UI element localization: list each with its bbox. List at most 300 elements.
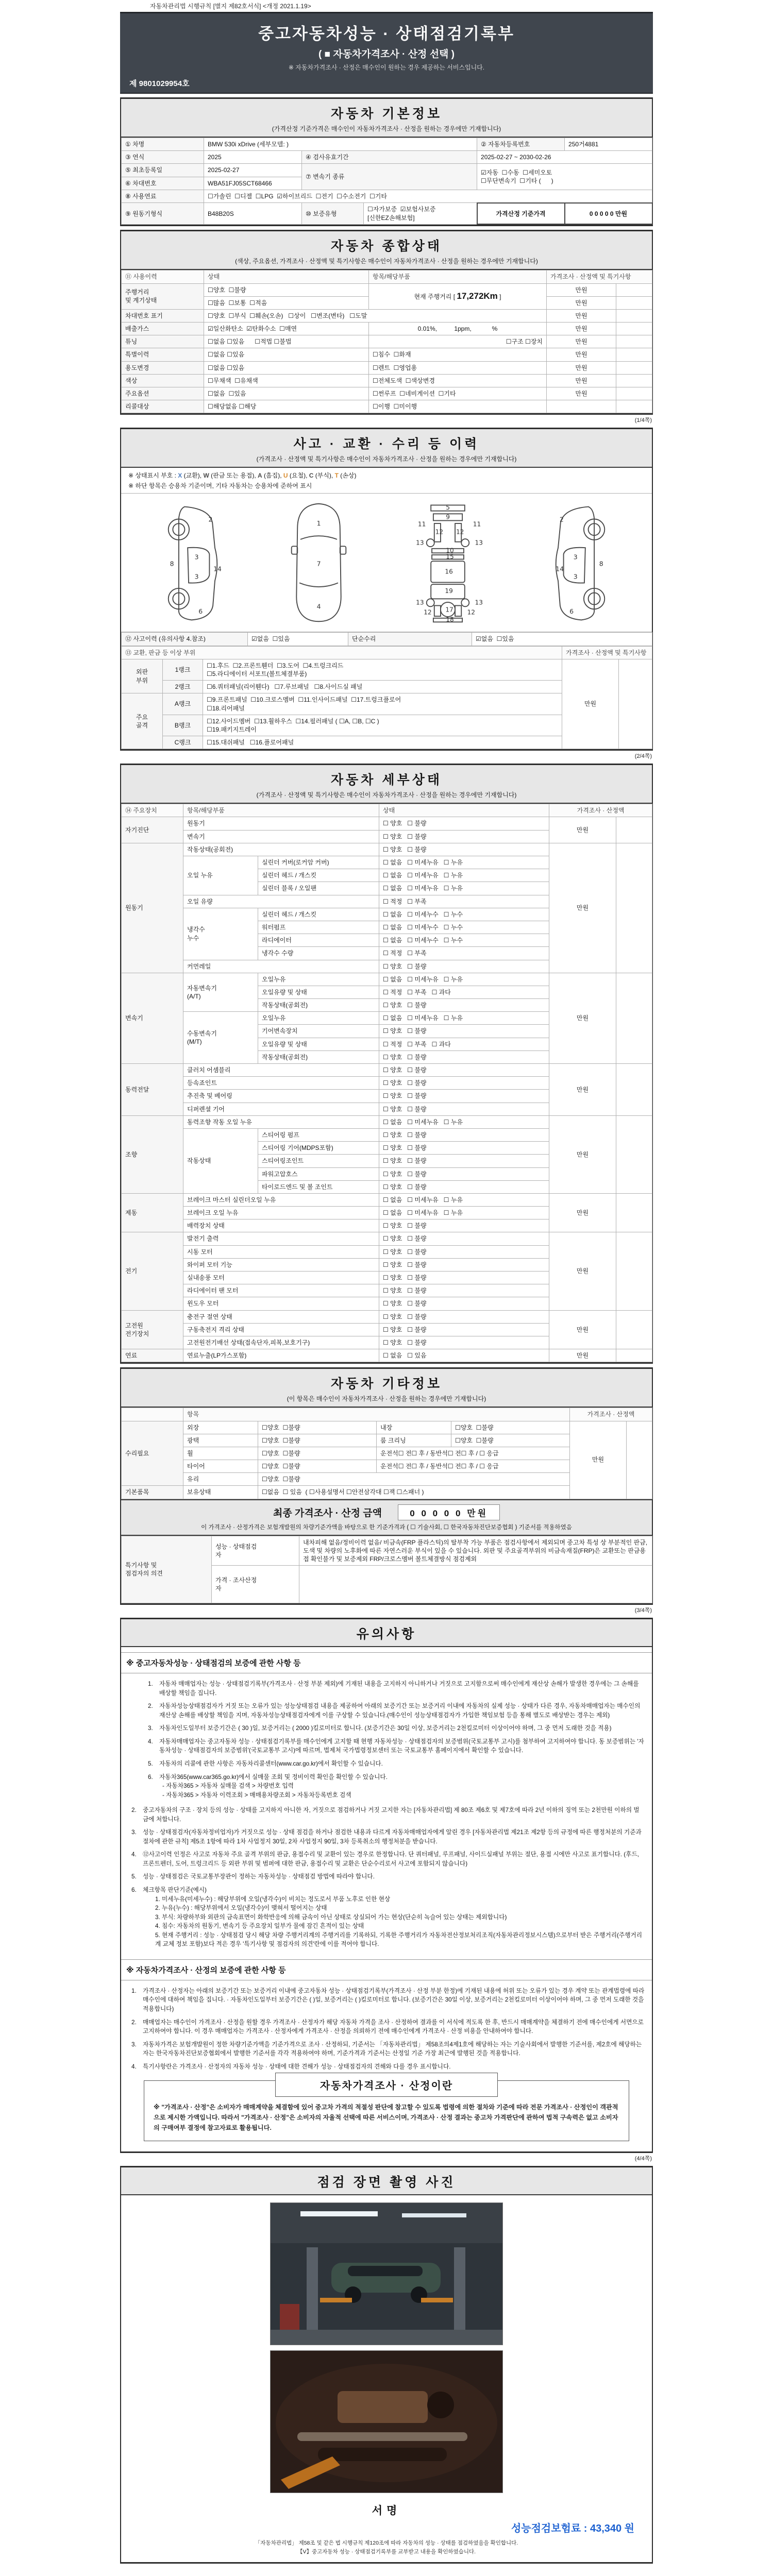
state[interactable]: ☐ 적정 ☐ 부족 ☐ 과다 (379, 986, 549, 998)
recall-done[interactable]: ☐이행 ☐미이행 (369, 400, 547, 413)
price-cell: 만원 (547, 374, 616, 387)
final-price-band (121, 1499, 652, 1536)
state[interactable]: ☐ 양호 ☐ 불량 (379, 843, 549, 856)
row-usage-change: 용도변경 (122, 361, 204, 374)
value-transmission-checkboxes[interactable]: ☑자동 ☐수동 ☐세미오토 ☐무단변속기 ☐기타 ( ) (477, 164, 652, 190)
appraiser-remarks (299, 1566, 652, 1603)
svg-text:6: 6 (198, 607, 203, 616)
item-exterior: 외장 (183, 1421, 258, 1434)
notice-item (131, 1872, 645, 1882)
inspection-photo-lift (270, 2202, 503, 2345)
state[interactable]: ☐ 양호 ☐ 불량 (379, 1336, 549, 1349)
svg-text:8: 8 (599, 560, 604, 568)
price-cell: 만원 (547, 296, 616, 309)
row-special-history: 특별이력 (122, 348, 204, 361)
item: 오일유량 및 상태 (258, 1038, 379, 1050)
row-emission: 배출가스 (122, 323, 204, 335)
legend-code-C: C (309, 472, 314, 480)
current-mileage: 현재 주행거리 [ 17,272Km ] (369, 283, 547, 309)
holding-state[interactable]: ☐없음 ☐ 있음 ( ☐사용설명서 ☐안전삼각대 ☐잭 ☐스패너 ) (258, 1486, 570, 1499)
color-change[interactable]: ☐전체도색 ☐색상변경 (369, 374, 547, 387)
special-history-state[interactable]: ☐없음 ☐있음 (204, 348, 369, 361)
item: 냉각수 수량 (258, 947, 379, 960)
section-accident-history (120, 428, 653, 751)
note-cell (616, 374, 652, 387)
item: 파워고압호스 (258, 1167, 379, 1180)
state[interactable]: ☐양호 ☐불량 (258, 1421, 377, 1434)
group-high-voltage: 고전원 전기장치 (122, 1310, 183, 1349)
notice-item-text: 자동차인도일부터 보증기간은 ( 30 )일, 보증거리는 ( 2000 )킬로미터로 합니다. (보증기간은 30일 이상, 보증거리는 2천킬로미터 이상이어야 하며, 그 중 먼저 도래한 것을 적용) (159, 1725, 612, 1732)
state[interactable]: ☐ 없음 ☐ 미세누유 ☐ 누유 (379, 1115, 549, 1128)
value-reg-no: 250거4881 (565, 138, 652, 151)
svg-text:3: 3 (194, 573, 199, 581)
item: 타이로드엔드 및 볼 조인트 (258, 1180, 379, 1193)
label-base-price: 가격산정 기준가격 (477, 203, 565, 224)
state[interactable]: ☐ 양호 ☐ 불량 (379, 1077, 549, 1090)
notice-item-text: 매매업자는 매수인이 가격조사 · 산정을 원할 경우 가격조사 · 산정자가 해당 자동차 가격을 조사 · 산정하여 결과를 이 서식에 적도록 한 후, 반드시 매매계약을 체결하기 전에 매수인에게 서면으로 고지하여야 합니다. 이 경우 매매업자는 가격조사 · 산정자에게 가격조사 · 산정을 의뢰하기 전에 매수인에게 가격조사 · 산정 비용을 안내하여야 합니다. (143, 2019, 644, 2035)
svg-text:8: 8 (170, 560, 174, 568)
col-main-device: ⑭ 주요장치 (122, 804, 183, 817)
emission-state[interactable]: ☑일산화탄소 ☑탄화수소 ☐매연 (204, 323, 369, 335)
mileage-amount[interactable]: ☐많음 ☐보통 ☐적음 (204, 296, 369, 309)
sub-mt: 수동변속기 (M/T) (183, 1012, 258, 1064)
signature-label[interactable]: 서명 (372, 2504, 401, 2517)
notice-item-number: 2. (148, 1703, 153, 1710)
car-top-diagram (287, 501, 351, 624)
color-state[interactable]: ☐무채색 ☐유채색 (204, 374, 369, 387)
accident-history-row (121, 632, 652, 646)
rank1-parts[interactable]: ☐1.후드 ☐2.프론트휀더 ☐3.도어 ☐4.트렁크리드 ☐5.라디에이터 서포트(볼트체결부품) (203, 659, 562, 680)
state[interactable]: ☐ 양호 ☐ 불량 (379, 1090, 549, 1103)
notice-group-2 (128, 1806, 645, 1949)
section-notice (120, 1618, 653, 2153)
state[interactable]: ☐ 양호 ☐ 불량 (379, 1272, 549, 1284)
notice-subitem: 5. 현재 주행거리 : 성능 · 상태점검 당시 해당 차량 주행거리계의 주행거리를 기록하되, 기록한 주행거리가 자동차전산정보처리조직(자동차관리정보시스템)으로부터 받은 주행거리(주행거리계 교체 정보 포함)보다 적은 경우 '특기사항 및 점검자의 의견'란에 이를 적어야 합니다. (155, 1931, 643, 1948)
etc-title: 자동차 기타정보 (331, 1377, 442, 1392)
svg-text:13: 13 (475, 599, 483, 606)
overall-note: (색상, 주요옵션, 가격조사 · 산정액 및 특기사항은 매수인이 자동차가격조사 · 산정을 원하는 경우에만 기재합니다) (235, 258, 538, 265)
price-cell: 만원 (549, 1193, 616, 1232)
document-header (120, 12, 653, 94)
col-price-notes: 가격조사 · 산정액 및 특기사항 (547, 270, 652, 283)
label-warranty-type: ⑩ 보증유형 (302, 203, 364, 224)
value-vin: WBA51FJ05SCT68466 (204, 177, 302, 190)
notice-item-text: 자동차 매매업자는 성능 · 상태점검기록부(가격조사 · 산정 부분 제외)에 기재된 내용을 고지하지 아니하거나 거짓으로 고지함으로써 매수인에게 재산상 손해가 발생한 경우에는 그 손해를 배상할 책임을 집니다. (159, 1681, 639, 1697)
etc-band (121, 1369, 652, 1408)
state[interactable]: ☐ 양호 ☐ 불량 (379, 1284, 549, 1297)
notice-item-number: 1. (148, 1681, 153, 1688)
price-cell: 만원 (549, 973, 616, 1063)
value-warranty-checkboxes[interactable]: ☐자가보증 ☑보험사보증 [신한EZ손해보험] (364, 203, 477, 224)
accident-history-state[interactable]: ☑없음 ☐있음 (248, 633, 348, 646)
footer-note-2: 【V】중고자동차 성능 · 상태점검기록부를 교부받고 내용을 확인하였습니다. (297, 2549, 476, 2555)
row-tuning: 튜닝 (122, 335, 204, 348)
svg-text:10: 10 (446, 547, 454, 554)
price-cell: 만원 (570, 1421, 627, 1499)
final-price-amount: 0 0 0 0 0 만원 (398, 1504, 500, 1520)
item: 오일누유 (258, 1012, 379, 1025)
rankb-parts[interactable]: ☐12.사이드멤버 ☐13.휠하우스 ☐14.필러패널 ( ☐A, ☐B, ☐C ) ☐19.패키지트레이 (203, 715, 562, 736)
simple-repair-state[interactable]: ☑없음 ☐있음 (472, 633, 652, 646)
col-blank (122, 1408, 183, 1421)
notice-item (131, 1850, 645, 1868)
svg-text:16: 16 (445, 568, 453, 575)
col-price: 가격조사 · 산정액 (549, 804, 652, 817)
notice-item-text: 중고자동차의 구조 · 장치 등의 성능 · 상태를 고지하지 아니한 자, 거짓으로 점검하거나 거짓 고지한 자는 [자동차관리법] 제 80조 제6호 및 제7호에 따라 2년 이하의 징역 또는 2천만원 이하의 벌금에 처합니다. (143, 1807, 640, 1823)
notice-item-number: 3. (131, 2041, 137, 2048)
note-cell (616, 283, 652, 296)
svg-text:1: 1 (316, 519, 321, 528)
notice-item-number: 2. (131, 2019, 137, 2026)
rankc-parts[interactable]: ☐15.대쉬패널 ☐16.플로어패널 (203, 736, 562, 749)
item: 연료누출(LP가스포함) (183, 1349, 379, 1362)
state[interactable]: ☐ 없음 ☐ 미세누유 ☐ 누유 (379, 882, 549, 895)
options-kind[interactable]: ☐썬루프 ☐네비게이션 ☐기타 (369, 387, 547, 400)
price-cell: 만원 (549, 1115, 616, 1193)
state[interactable]: ☐ 양호 ☐ 불량 (379, 1050, 549, 1063)
note-cell (616, 1064, 652, 1116)
page-marker-2: (2/4쪽) (634, 753, 652, 760)
state[interactable]: ☐ 없음 ☐ 미세누수 ☐ 누수 (379, 921, 549, 934)
footer-notes (121, 2539, 652, 2563)
state[interactable]: ☐ 적정 ☐ 부족 ☐ 과다 (379, 1038, 549, 1050)
note-cell (616, 361, 652, 374)
item: 기어변속장치 (258, 1025, 379, 1038)
state[interactable]: ☐ 양호 ☐ 불량 (379, 1025, 549, 1038)
item: 원동기 (183, 817, 379, 830)
legend-code-T: T (334, 472, 339, 480)
label-first-reg: ⑤ 최초등록일 (122, 164, 204, 177)
rank-1: 1랭크 (163, 659, 203, 680)
note-cell (616, 1193, 652, 1232)
group-outer-panel: 외판 부위 (122, 659, 163, 693)
row-color: 색상 (122, 374, 204, 387)
item: 브레이크 마스터 실린더오일 누유 (183, 1193, 379, 1206)
item: 와이퍼 모터 기능 (183, 1258, 379, 1271)
rank-b: B랭크 (163, 715, 203, 736)
legend-code-U: U (283, 472, 288, 480)
item: 추진축 및 베어링 (183, 1090, 379, 1103)
state[interactable]: ☐ 양호 ☐ 불량 (379, 1167, 549, 1180)
label-inspection-period: ④ 검사유효기간 (302, 151, 477, 164)
item-tire: 타이어 (183, 1460, 258, 1473)
state[interactable]: ☐ 양호 ☐ 불량 (379, 1103, 549, 1115)
item: 커먼레일 (183, 960, 379, 973)
notice-item-number: 2. (131, 1807, 137, 1814)
item: 워터펌프 (258, 921, 379, 934)
item: 작동상태(공회전) (258, 1050, 379, 1063)
accident-band (121, 429, 652, 468)
inspector-remarks: 내차피해 없음/정비이력 없음/ 비금속(FRP 플라스틱)의 탈부착 가능 부품은 점검사항에서 제외되며 중고차 특성 상 부분적인 판금,도색 및 차량의 노후화에 따른 자연스러운 부식이 있을 수 있습니다. 외판 및 주요골격부위의 비금속재질(FRP)은 교환또는 판금용접 확인불가 및 보증제외 FRP/크로스멤버 볼트체결방식 점검제외 (299, 1536, 652, 1566)
value-inspection-period: 2025-02-27 ~ 2030-02-26 (477, 151, 652, 164)
item: 실린더 헤드 / 개스킷 (258, 908, 379, 921)
state[interactable]: ☐ 양호 ☐ 불량 (379, 1128, 549, 1141)
tuning-kind[interactable]: ☐구조 ☐장치 (369, 335, 547, 348)
group-repair-needed: 수리필요 (122, 1421, 183, 1486)
price-estimation-box-text: ※ "가격조사 · 산정"은 소비자가 매매계약을 체결함에 있어 중고차 가격의 적절성 판단에 참고할 수 있도록 법령에 의한 절차와 기준에 따라 전문 가격조사 · 산정인이 객관적으로 제시한 가액입니다. 따라서 "가격조사 · 산정"은 소비자의 자율적 선택에 따른 서비스이며, 가격조사 · 산정 결과는 중고차 가격판단에 관하여 법적 구속력은 없고 소비자의 구매여부 결정에 참고자료로 활용됩니다. (154, 2104, 618, 2132)
item: 동력조향 작동 오일 누유 (183, 1115, 379, 1128)
options-state[interactable]: ☐없음 ☐있음 (204, 387, 369, 400)
section-etc-info (120, 1367, 653, 1605)
svg-text:2: 2 (208, 515, 213, 523)
state[interactable]: ☐ 없음 ☐ 미세누유 ☐ 누유 (379, 869, 549, 882)
overall-title: 자동차 종합상태 (331, 239, 442, 254)
notice-item-number: 4. (131, 2063, 137, 2070)
state[interactable]: ☐ 없음 ☐ 미세누유 ☐ 누유 (379, 1012, 549, 1025)
note-cell (619, 659, 652, 749)
page (0, 2, 773, 2576)
label-vin: ⑥ 차대번호 (122, 177, 204, 190)
state[interactable]: ☐ 양호 ☐ 불량 (379, 960, 549, 973)
row-options: 주요옵션 (122, 387, 204, 400)
state[interactable]: ☐ 없음 ☐ 미세누유 ☐ 누유 (379, 973, 549, 986)
basic-info-note: (가격산정 기준가격은 매수인이 자동차가격조사 · 산정을 원하는 경우에만 기재합니다) (272, 125, 501, 132)
photos-title: 점검 장면 촬영 사진 (317, 2175, 456, 2190)
note-cell (616, 1232, 652, 1310)
page-marker-4: (4/4쪽) (634, 2155, 652, 2162)
row-recall: 리콜대상 (122, 400, 204, 413)
item-holding: 보유상태 (183, 1486, 258, 1499)
state[interactable]: ☐ 양호 ☐ 불량 (379, 1064, 549, 1077)
section-detail-state (120, 764, 653, 1364)
notice-item (131, 1886, 645, 1895)
notice-item-text: 체크항목 판단기준(예시) (143, 1887, 207, 1894)
notice-item-number: 6. (131, 1887, 137, 1894)
state[interactable]: ☐ 적정 ☐ 부족 (379, 947, 549, 960)
price-cell: 만원 (549, 843, 616, 973)
label-fuel: ⑧ 사용연료 (122, 190, 204, 203)
repair-parts-table (121, 646, 652, 750)
detail-band (121, 765, 652, 804)
notice-item (131, 2040, 645, 2058)
state[interactable]: ☐ 양호 ☐ 불량 (379, 1245, 549, 1258)
note-cell (616, 309, 652, 322)
notice-item (148, 1773, 645, 1782)
item: 변속기 (183, 830, 379, 843)
item: 오일유량 및 상태 (258, 986, 379, 998)
item: 등속죠인트 (183, 1077, 379, 1090)
price-cell: 만원 (549, 1349, 616, 1362)
note-cell (616, 348, 652, 361)
wheel-positions[interactable]: 운전석☐ 전☐ 후 / 동반석☐ 전☐ 후 / ☐ 응급 (377, 1447, 570, 1460)
notice-item (148, 1759, 645, 1769)
state-code-legend: ※ 상태표시 부호 : X (교환), W (판금 또는 용접), A (흠집), U (요철), C (부식), T (손상) (128, 472, 357, 480)
state[interactable]: ☐ 없음 ☐ 미세누유 ☐ 누유 (379, 856, 549, 869)
car-bottom-diagram (409, 501, 486, 624)
notice-subitem: 2. 누유(누수) : 해당부위에서 오일(냉각수)이 맺혀서 떨어지는 상태 (155, 1905, 327, 1912)
notice-item-text: 자동차365(www.car365.go.kr)에서 실매물 조회 및 정비이력 확인을 확인할 수 있습니다. (159, 1773, 388, 1781)
svg-text:9: 9 (446, 514, 450, 521)
group-transmission: 변속기 (122, 973, 183, 1063)
state[interactable]: ☐ 양호 ☐ 불량 (379, 830, 549, 843)
state[interactable]: ☐ 없음 ☐ 미세누유 ☐ 누유 (379, 1193, 549, 1206)
rank-a: A랭크 (163, 693, 203, 715)
mileage-state[interactable]: ☐양호 ☐불량 (204, 283, 369, 296)
photos-band (121, 2167, 652, 2195)
item: 고전원전기배선 상태(접속단자,피복,보호기구) (183, 1336, 379, 1349)
note-cell (616, 1349, 652, 1362)
legend-note: ※ 하단 항목은 승용차 기준이며, 기타 자동차는 승용차에 준하여 표시 (121, 481, 652, 494)
state[interactable]: ☐양호 ☐불량 (451, 1434, 570, 1447)
price-cell: 만원 (549, 1232, 616, 1310)
row-vin-mark: 차대번호 표기 (122, 309, 204, 322)
etc-note: (이 항목은 매수인이 자동차가격조사 · 산정을 원하는 경우에만 기재합니다) (287, 1395, 486, 1403)
notice-item-text: 특기사항란은 가격조사 · 산정자의 자동차 성능 · 상태에 대한 견해가 성능 · 상태점검자의 견해와 다를 경우 표시합니다. (143, 2063, 451, 2070)
notice-item-text: 성능 · 상태점검은 국토교통부장관이 정하는 자동차성능 · 상태점검 방법에 따라야 합니다. (143, 1873, 375, 1880)
state[interactable]: ☐양호 ☐불량 (258, 1460, 377, 1473)
recall-state[interactable]: ☐해당없음 ☐해당 (204, 400, 369, 413)
item: 배력장치 상태 (183, 1219, 379, 1232)
item: 실린더 커버(로커암 커버) (258, 856, 379, 869)
label-transmission: ⑦ 변속기 종류 (302, 164, 477, 190)
page-marker-1: (1/4쪽) (634, 417, 652, 424)
document-title: 중고자동차성능 · 상태점검기록부 (258, 25, 515, 43)
col-item: 항목/해당부품 (369, 270, 547, 283)
simple-repair-label: 단순수리 (348, 633, 472, 646)
notice-item (131, 2018, 645, 2036)
price-cell: 만원 (549, 1310, 616, 1349)
price-cell: 만원 (547, 361, 616, 374)
item: 라디에이터 (258, 934, 379, 947)
car-side-right-diagram (545, 501, 609, 624)
footer-note-1: 「자동차관리법」 제58조 및 같은 법 시행규칙 제120조에 따라 자동차의 성능 · 상태를 점검하였음을 확인합니다. (255, 2539, 518, 2546)
state[interactable]: ☐양호 ☐불량 (451, 1421, 570, 1434)
rank-c: C랭크 (163, 736, 203, 749)
state[interactable]: ☐ 양호 ☐ 불량 (379, 1180, 549, 1193)
state[interactable]: ☐ 양호 ☐ 불량 (379, 999, 549, 1012)
basic-info-title: 자동차 기본정보 (331, 107, 442, 121)
item: 브레이크 오일 누유 (183, 1207, 379, 1219)
legend-code-A: A (258, 472, 262, 480)
note-cell (616, 387, 652, 400)
state[interactable]: ☐ 양호 ☐ 불량 (379, 1155, 549, 1167)
special-history-kind[interactable]: ☐침수 ☐화재 (369, 348, 547, 361)
svg-text:2: 2 (560, 515, 564, 523)
price-cell: 만원 (547, 335, 616, 348)
group-basic-items: 기본품목 (122, 1486, 183, 1499)
item: 실린더 블록 / 오일팬 (258, 882, 379, 895)
item: 스티어링 펌프 (258, 1128, 379, 1141)
car-side-left-diagram (164, 501, 228, 624)
state[interactable]: ☐ 없음 ☐ 미세누수 ☐ 누수 (379, 934, 549, 947)
notice-content (121, 1647, 652, 2151)
vin-mark-state[interactable]: ☐양호 ☐부식 ☐훼손(오손) ☐상이 ☐변조(변타) ☐도말 (204, 309, 547, 322)
state[interactable]: ☐ 양호 ☐ 불량 (379, 1142, 549, 1155)
section-inspection-photos (120, 2166, 653, 2564)
ranka-parts[interactable]: ☐9.프론트패널 ☐10.크로스멤버 ☐11.인사이드패널 ☐17.트렁크플로어 ☐18.리어패널 (203, 693, 562, 715)
notice-item-text: 자동차가격은 보험개발원이 정한 차량기준가액을 기준가격으로 조사 · 산정하되, 기준서는 「자동차관리법」 제58조의4제1호에 해당하는 자는 기술사회에서 발행한 기준서를, 제2호에 해당하는 자는 한국자동차진단보증협회에서 발행한 기준서를 각각 적용하여야 하며, 기준가격과 기준서는 산정일 기준 가장 최근에 발행된 것을 적용합니다. (143, 2041, 642, 2057)
item-interior: 내장 (377, 1421, 451, 1434)
group-brake: 제동 (122, 1193, 183, 1232)
state[interactable]: ☐양호 ☐불량 (258, 1434, 377, 1447)
price-cell: 만원 (562, 659, 619, 749)
state[interactable]: ☐ 없음 ☐ 미세누유 ☐ 누유 (379, 1207, 549, 1219)
note-cell (616, 817, 652, 843)
etc-info-table (121, 1408, 652, 1499)
state[interactable]: ☐ 양호 ☐ 불량 (379, 1232, 549, 1245)
label-engine-type: ⑨ 원동기형식 (122, 203, 204, 224)
state[interactable]: ☐ 양호 ☐ 불량 (379, 817, 549, 830)
col-state: 상태 (379, 804, 549, 817)
col-price: 가격조사 · 산정액 (570, 1408, 652, 1421)
repair-price-header: 가격조사 · 산정액 및 특기사항 (562, 646, 652, 659)
svg-text:5: 5 (446, 504, 450, 512)
svg-text:3: 3 (194, 553, 199, 561)
tuning-state[interactable]: ☐없음 ☐있음 ☐적법 ☐불법 (204, 335, 369, 348)
inspection-insurance-fee: 성능점검보험료 : 43,340 원 (511, 2522, 634, 2534)
price-estimation-box-title: 자동차가격조사 · 산정이란 (275, 2073, 498, 2097)
state[interactable]: ☐양호 ☐불량 (258, 1473, 570, 1486)
price-cell: 만원 (547, 309, 616, 322)
rank2-parts[interactable]: ☐6.쿼터패널(리어휀다) ☐7.루브패널 ☐8.사이드실 패널 (203, 681, 562, 693)
notice-item (131, 1806, 645, 1824)
notice-subitem: 3. 부식: 차량하부와 외판의 금속표면이 화학반응에 의해 금속이 아닌 상태로 상실되어 가는 현상(단순히 녹슬어 있는 상태는 제외합니다) (155, 1913, 507, 1921)
note-cell (616, 973, 652, 1063)
notice-item-number: 3. (148, 1725, 153, 1732)
state[interactable]: ☐ 양호 ☐ 불량 (379, 1219, 549, 1232)
notice-item-number: 3. (131, 1829, 137, 1836)
repair-header: ⑬ 교환, 판금 등 이상 부위 (122, 646, 562, 659)
final-price-label: 최종 가격조사 · 산정 금액 (273, 1507, 382, 1519)
state[interactable]: ☐ 양호 ☐ 불량 (379, 1323, 549, 1336)
usage-change-state[interactable]: ☐없음 ☐있음 (204, 361, 369, 374)
item-polish: 광택 (183, 1434, 258, 1447)
notice-subitem: - 자동차365 > 자동차 실매물 검색 > 차량번호 입력 (162, 1783, 294, 1790)
item: 윈도우 모터 (183, 1297, 379, 1310)
state[interactable]: ☐ 양호 ☐ 불량 (379, 1297, 549, 1310)
final-price-note: 이 가격조사 · 산정가격은 보험개발원의 차량기준가액을 바탕으로 한 기준가격과 ( ☐ 기술사회, ☐ 한국자동차진단보증협회 ) 기준서를 적용하였음 (201, 1524, 572, 1531)
notice-item (148, 1724, 645, 1733)
notice-item-text: 자동차매매업자는 중고자동차 성능 · 상태점검기록부를 매수인에게 고지할 때 현행 자동차성능 · 상태점검자의 보증범위(국토교통부 고시)를 첨부하여 고지하여야 합니다. 동 보증범위는 '자동차성능 · 상태점검자의 보증범위'(국토교통부 고시)에 따르며, 법제처 국가법령정보센터 또는 국토교통부 홈페이지에서 확인할 수 있습니다. (159, 1738, 644, 1754)
state[interactable]: ☐ 양호 ☐ 불량 (379, 1310, 549, 1323)
note-cell (616, 335, 652, 348)
svg-text:14: 14 (213, 565, 222, 573)
item: 클러치 어셈블리 (183, 1064, 379, 1077)
state[interactable]: ☐ 적정 ☐ 부족 (379, 895, 549, 908)
tire-positions[interactable]: 운전석☐ 전☐ 후 / 동반석☐ 전☐ 후 / ☐ 응급 (377, 1460, 570, 1473)
state[interactable]: ☐양호 ☐불량 (258, 1447, 377, 1460)
notice-item (131, 2062, 645, 2072)
svg-text:3: 3 (574, 553, 578, 561)
group-main-frame: 주요 골격 (122, 693, 163, 749)
accident-history-label: ⑫ 사고이력 (유의사항 4.참조) (122, 633, 248, 646)
inspection-photo-underbody (270, 2350, 503, 2493)
usage-change-kind[interactable]: ☐렌트 ☐영업용 (369, 361, 547, 374)
rank-2: 2랭크 (163, 681, 203, 693)
car-damage-diagrams (121, 494, 652, 632)
value-fuel-checkboxes[interactable]: ☐가솔린 ☐디젤 ☐LPG ☑하이브리드 ☐전기 ☐수소전기 ☐기타 (204, 190, 652, 203)
svg-text:13: 13 (416, 539, 424, 547)
value-first-reg: 2025-02-27 (204, 164, 302, 177)
group-steering: 조향 (122, 1115, 183, 1193)
state[interactable]: ☐ 없음 ☐ 있음 (379, 1349, 549, 1362)
document-header-note: ※ 자동차가격조사 · 산정은 매수인이 원하는 경우 제공하는 서비스입니다. (288, 64, 485, 71)
document-number: 제 9801029954호 (129, 79, 190, 88)
note-cell (616, 323, 652, 335)
state[interactable]: ☐ 없음 ☐ 미세누수 ☐ 누수 (379, 908, 549, 921)
note-cell (627, 1421, 652, 1499)
notice-item-text: 가격조사 · 산정자는 아래의 보증기간 또는 보증거리 이내에 중고자동차 성능 · 상태점검기록부(가격조사 · 산정 부분 한정)에 기재된 내용에 허위 또는 오류가 있는 경우 계약 또는 관계법령에 따라 매수인에 대하여 책임을 집니다. · 자동차인도일부터 보증기간은 ( )일, 보증거리는 ( )킬로미터로 합니다. (보증기간은 30일 이상, 보증거리는 2천킬로미터 이상이어야 하며, 그 중 먼저 도래한 것을 적용합니다) (143, 1987, 645, 2012)
note-cell (616, 1310, 652, 1349)
label-inspector: 성능 · 상태점검 자 (212, 1536, 299, 1566)
notice-item-number: 4. (131, 1851, 137, 1858)
notice-item-number: 5. (131, 1873, 137, 1880)
notice-item (148, 1680, 645, 1698)
svg-text:12: 12 (435, 529, 444, 536)
state[interactable]: ☐ 양호 ☐ 불량 (379, 1258, 549, 1271)
note-cell (616, 400, 652, 413)
emission-values: 0.01%, 1ppm, % (369, 323, 547, 335)
